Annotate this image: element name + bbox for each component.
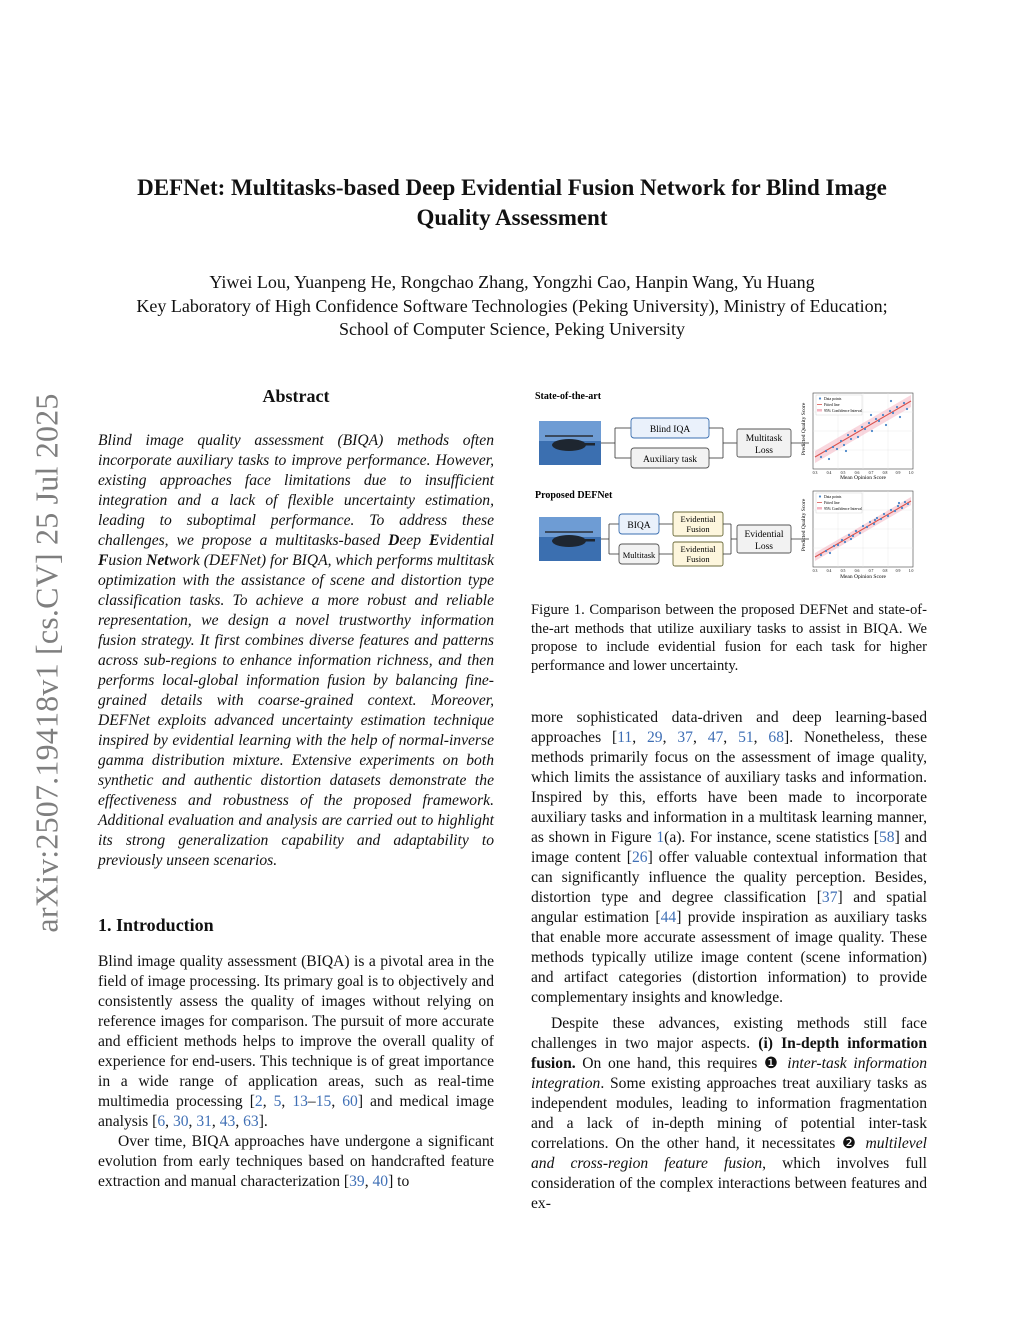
legend-confidence: 95% Confidence Interval [824, 409, 863, 413]
citation-sep: , [692, 729, 708, 746]
x-tick: 1.0 [908, 471, 914, 475]
x-tick: 0.3 [812, 471, 818, 475]
helicopter-image-1 [539, 421, 601, 465]
intro-paragraph-2 [98, 1132, 494, 1192]
citation-link[interactable]: 37 [677, 729, 693, 746]
intro-p1-text-a: Blind image quality assessment (BIQA) is a pivotal area in the field of image processing. Its primary goal is to objectively and consistently assess the quality of images without relying on reference images for comparison. The pursuit of more accurate and efficient methods helps to improve the overall quality of experience for end-users. This technique is of great importance in a wide range of application areas, such as real-time multimedia processing [ [98, 953, 494, 1110]
box-multitask-loss-label-2: Loss [755, 446, 773, 456]
abstract-text-1: Blind image quality assessment (BIQA) methods often incorporate auxiliary tasks to improve performance. However, existing approaches face limitations due to insufficient integration and a lack of flexible uncertainty estimation, leading to suboptimal performance. To address these challenges, we propose a multitasks-based [98, 432, 494, 549]
bullet-1-icon: ❶ [763, 1055, 781, 1072]
box-ef1-label-2: Fusion [686, 524, 710, 534]
rc-italic: inter-task information integration [531, 1055, 927, 1092]
x-tick: 0.3 [812, 569, 818, 573]
figure-1-diagram [531, 385, 927, 585]
rc-text: ] and spatial angular estimation [ [531, 889, 927, 926]
citation-link[interactable]: 13 [292, 1093, 308, 1110]
citation-link[interactable]: 15 [315, 1093, 332, 1110]
intro-heading: 1. Introduction [98, 915, 214, 935]
abstract-heading: Abstract [262, 386, 330, 406]
citation-sep: , [723, 729, 739, 746]
citation-link[interactable]: 31 [196, 1113, 212, 1130]
x-tick: 0.8 [882, 569, 888, 573]
x-tick: 0.6 [854, 471, 860, 475]
rc-text: , which involves full consideration of the complex interactions between features and ex- [531, 1155, 927, 1212]
intro-p1-end: ]. [258, 1113, 268, 1130]
legend-data-points: Data points [824, 397, 842, 401]
title-line-1: DEFNet: Multitasks-based Deep Evidential Fusion Network for Blind Image [137, 175, 887, 200]
abstract-text-eep: eep [399, 532, 429, 549]
box-ef2-label-2: Fusion [686, 554, 710, 564]
abstract-bold-net: Net [146, 552, 169, 569]
citation-link[interactable]: 58 [878, 829, 895, 846]
intro-p2-text-a: Over time, BIQA approaches have undergone a significant evolution from early techniques based on handcrafted feature extraction and manual characterization [ [98, 1133, 494, 1190]
box-multitask-label: Multitask [622, 550, 656, 560]
abstract-bold-d: D [388, 532, 400, 549]
intro-p1-text-b: ] and medical image analysis [ [98, 1093, 494, 1130]
citation-link[interactable]: 26 [631, 849, 648, 866]
legend-fitted-line: Fitted line [824, 501, 840, 505]
label-proposed-defnet: Proposed DEFNet [535, 490, 613, 501]
citation-link[interactable]: 60 [342, 1093, 358, 1110]
box-ef1-label-1: Evidential [680, 514, 716, 524]
citation-link[interactable]: 30 [172, 1113, 189, 1130]
affiliation-line-1: Key Laboratory of High Confidence Software Technologies (Peking University), Ministry of Education; [136, 295, 888, 316]
bullet-2-icon: ❷ [842, 1135, 859, 1152]
rc-text: more sophisticated data-driven and deep learning-based approaches [ [531, 709, 927, 746]
rc-bold: (i) In-depth information fusion. [531, 1035, 927, 1072]
abstract-text-vidential: vidential [439, 532, 494, 549]
scatter-plot-bottom [801, 491, 913, 580]
intro-body [98, 952, 494, 1192]
abstract-bold-f: F [98, 552, 109, 569]
affiliation-line-2: School of Computer Science, Peking University [339, 319, 685, 339]
box-multitask-loss-label-1: Multitask [745, 434, 783, 444]
citation-link[interactable]: 40 [372, 1173, 389, 1190]
citation-link[interactable]: 29 [646, 729, 663, 746]
citation-link[interactable]: 37 [821, 889, 838, 906]
rc-text: Despite these advances, existing methods still face challenges in two major aspects. [531, 1015, 927, 1052]
citation-sep: , [188, 1113, 197, 1130]
rc-text: ]. Nonetheless, these methods primarily focus on the assessment of image quality, which limits the assistance of auxiliary tasks and information. Inspired by this, efforts have been made to incorporate auxiliary tasks and information in a multitask learning manner, as shown in Figure [531, 729, 927, 846]
x-tick: 0.8 [882, 471, 888, 475]
citation-sep: , [632, 729, 647, 746]
box-auxiliary-task-label: Auxiliary task [642, 455, 698, 465]
rc-italic: multilevel and cross-region feature fusion [531, 1135, 927, 1172]
legend-confidence: 95% Confidence Interval [824, 507, 863, 511]
citation-link[interactable]: 68 [768, 729, 785, 746]
label-state-of-the-art: State-of-the-art [535, 391, 602, 402]
figure-1-caption: Figure 1. Comparison between the proposed DEFNet and state-of-the-art methods that utilize auxiliary tasks to assist in BIQA. We propose to include evidential fusion for each task for higher performance and lower uncertainty. [531, 602, 927, 674]
abstract-text-2: work (DEFNet) for BIQA, which performs multitask optimization with the assistance of scene and distortion type classification tasks. To achieve a more robust and reliable representation, we design a novel trustworthy information fusion strategy. It first combines diverse features and patterns across sub-regions to enhance information richness, and then performs local-global information fusion by balancing fine-grained details with coarse-grained context. Moreover, DEFNet exploits advanced uncertainty estimation technique inspired by evidential learning with the help of normal-inverse gamma distribution mixture. Extensive experiments on both synthetic and authentic distortion datasets demonstrate the effectiveness and robustness of the proposed framework. Additional evaluation and analysis are carried out to highlight its strong generalization capability and adaptability to previously unseen scenarios. [98, 552, 494, 869]
citation-link[interactable]: 43 [219, 1113, 236, 1130]
author-block [60, 271, 964, 342]
x-tick: 0.9 [895, 471, 901, 475]
right-column-body [531, 708, 927, 1214]
citation-sep: , [753, 729, 769, 746]
plot-x-label: Mean Opinion Score [840, 475, 886, 481]
legend-data-points: Data points [824, 495, 842, 499]
rc-text: On one hand, this requires [575, 1055, 764, 1072]
citation-link[interactable]: 6 [157, 1113, 166, 1130]
author-list: Yiwei Lou, Yuanpeng He, Rongchao Zhang, Yongzhi Cao, Hanpin Wang, Yu Huang [209, 272, 815, 292]
citation-sep: , [165, 1113, 173, 1130]
scatter-plot-top [801, 393, 913, 481]
box-ef2-label-1: Evidential [680, 544, 716, 554]
citation-link[interactable]: 44 [660, 909, 677, 926]
x-tick: 0.5 [840, 471, 846, 475]
rc-text: ] provide inspiration as auxiliary tasks that enable more accurate assessment of image quality. These methods typically utilize image content (scene information) and artifact categories (distortion information) to provide complementary insights and knowledge. [531, 909, 927, 1006]
rc-text: ] offer valuable contextual information that can significantly influence the quality perception. Besides, distortion type and degree classification [ [531, 849, 927, 906]
citation-link[interactable]: 2 [254, 1093, 263, 1110]
x-tick: 0.9 [895, 569, 901, 573]
citation-sep: , [235, 1113, 244, 1130]
arxiv-identifier-text: arXiv:2507.19418v1 [cs.CV] 25 Jul 2025 [28, 392, 65, 933]
plot-y-label: Predicted Quality Score [801, 498, 807, 552]
x-tick: 0.6 [854, 569, 860, 573]
x-tick: 0.7 [868, 471, 874, 475]
citation-link[interactable]: 39 [349, 1173, 365, 1190]
citation-sep: , [281, 1093, 293, 1110]
rc-text: ] and image content [ [531, 829, 927, 866]
x-tick: 1.0 [908, 569, 914, 573]
right-paragraph-1 [531, 708, 927, 1008]
citation-sep: , [364, 1173, 373, 1190]
citation-sep: , [331, 1093, 343, 1110]
legend-fitted-line: Fitted line [824, 403, 840, 407]
x-tick: 0.5 [840, 569, 846, 573]
x-tick: 0.7 [868, 569, 874, 573]
x-tick: 0.4 [826, 569, 832, 573]
citation-sep: – [307, 1093, 316, 1110]
rc-text: (a). For instance, scene statistics [ [664, 829, 879, 846]
paper-title [100, 173, 924, 233]
citation-link[interactable]: 11 [617, 729, 633, 746]
citation-link[interactable]: 47 [707, 729, 724, 746]
plot-x-label: Mean Opinion Score [840, 574, 886, 580]
intro-paragraph-1 [98, 952, 494, 1132]
right-paragraph-2 [531, 1014, 927, 1214]
box-evidential-loss-label-1: Evidential [744, 530, 784, 540]
box-blind-iqa-label: Blind IQA [649, 425, 691, 435]
intro-p2-text-b: ] to [388, 1173, 410, 1190]
box-biqa-label: BIQA [627, 521, 651, 531]
figure-reference-link[interactable]: 1 [656, 829, 665, 846]
plot-y-label: Predicted Quality Score [801, 402, 807, 456]
abstract-body [98, 431, 494, 871]
citation-link[interactable]: 63 [243, 1113, 259, 1130]
rc-text: . Some existing approaches treat auxiliary tasks as independent modules, leading to information fragmentation and a lack of in-depth mining of potential inter-task correlations. On the other hand, it necessitates [531, 1075, 927, 1152]
title-line-2: Quality Assessment [416, 205, 608, 230]
citation-link[interactable]: 5 [273, 1093, 282, 1110]
arxiv-identifier [22, 375, 72, 950]
citation-link[interactable]: 51 [738, 729, 754, 746]
box-evidential-loss-label-2: Loss [755, 542, 773, 552]
x-tick: 0.4 [826, 471, 832, 475]
abstract-text-usion: usion [108, 552, 147, 569]
citation-sep: , [662, 729, 678, 746]
citation-sep: , [211, 1113, 220, 1130]
abstract-bold-e: E [429, 532, 440, 549]
citation-sep: , [262, 1093, 274, 1110]
helicopter-image-2 [539, 517, 601, 561]
